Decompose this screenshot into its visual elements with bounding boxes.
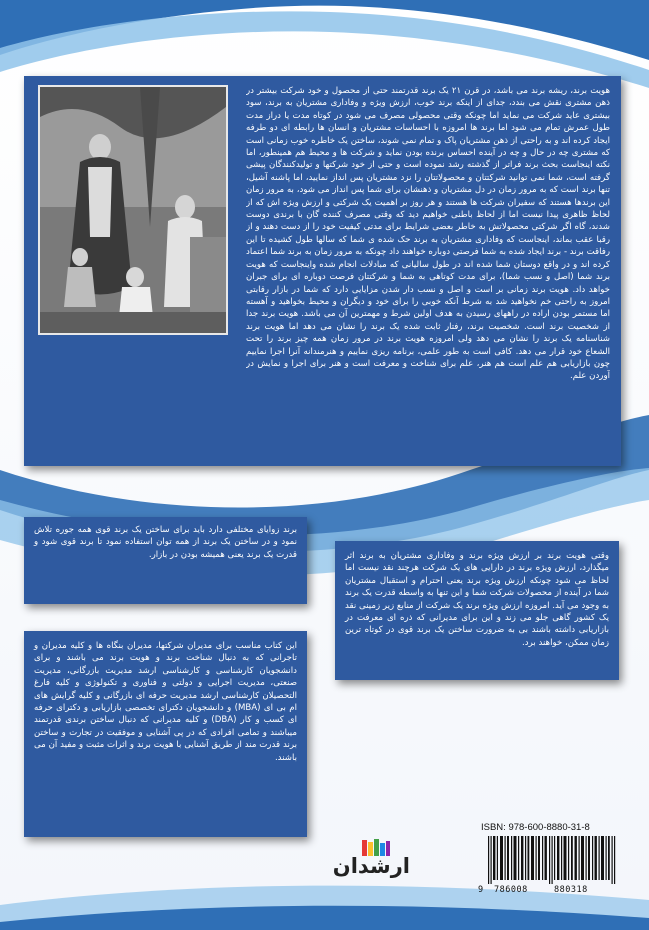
photo-illustration [40, 87, 226, 333]
barcode-bars [484, 836, 620, 884]
publisher-logo [332, 838, 410, 886]
publisher-name: ارشدان [332, 854, 410, 878]
quote-paragraph: برند زوایای مختلفی دارد باید برای ساختن یک برند قوی همه جوره تلاش نمود و در ساختن یک برند از همه توان استفاده نمود تا برند قوی شود و قدرت یک برند یعنی همیشه بودن در بازار. [34, 525, 297, 560]
main-text-panel [24, 76, 621, 466]
vintage-family-photo [38, 85, 228, 335]
barcode-lead-digit: 9 [478, 885, 484, 895]
barcode-group-2: 880318 [554, 885, 588, 895]
brand-equity-panel [335, 541, 619, 680]
isbn-label: ISBN: 978-600-8880-31-8 [481, 822, 590, 833]
quote-panel [24, 517, 307, 604]
brand-equity-paragraph: وقتی هویت برند بر ارزش ویژه برند و وفاداری مشتریان به برند اثر میگذارد، ارزش ویژه برند در دارایی های یک شرکت هرچند نقد نیست اما لحاظ می شود چونکه ارزش ویژه برند یعنی احترام و استقبال مشتریان شما در آینده از محصولات شرکت شما و این تنها به واسطه قدرت یک برند به وجود می آید. امروزه ارزش ویژه برند یک شرکت از منابع زیر زمینی نقد یک کشور گاهی جلو می زند و این برای مدیرانی که ذره ای معرفت در بازاریابی داشته باشند بی به ضرورت ساختن یک برند قوی در کوتاه ترین زمان ممکن، خواهند برد. [345, 551, 609, 648]
barcode-group-1: 786008 [494, 885, 528, 895]
audience-panel [24, 631, 307, 837]
audience-paragraph: این کتاب مناسب برای مدیران شرکتها، مدیران بنگاه ها و کلیه مدیران و تاجرانی که به دنبال شناخت برند و هویت برند می باشند و برای دانشجویان کارشناسی و کارشناسی ارشد مدیریت بازرگانی، مدیریت صنعتی، مدیریت اجرایی و دولتی و فناوری و تکنولوژی و کلیه فارغ التحصیلان کارشناسی ارشد مدیریت حرفه ای بازرگانی و کلیه گرایش های ام بی ای (MBA) و دانشجویان دکترای تخصصی بازاریابی و دکترای حرفه ای کسب و کار (DBA) و کلیه مدیرانی که دنبال ساختن برندی قدرتمند میباشند و تمامی افرادی که در پی آشنایی و موفقیت در تجارت و ساختن برند قدرت مند از طریق آشنایی با هویت برند و اثرات مثبت و مفید آن می باشند. [34, 641, 297, 763]
isbn-barcode [478, 822, 623, 898]
barcode-digits [478, 885, 623, 896]
brand-identity-paragraph: هویت برند، ریشه برند می باشد، در قرن ۲۱ یک برند قدرتمند حتی از محصول و خود شرکت بیشتر در ذهن مشتری نقش می بندد، جدای از اینکه برند خوب، ارزش ویژه و وفاداری مشتریان به برند، سود بیشتری عاید شرکت می نماید اما چونکه وقتی محصولی مصرف می شود در کوتاه مدت یا دراز مدت طول عمرش تمام می شود اما برند ها امروزه با احساسات مشتریان و انسان ها رابطه ای دو طرفه ایجاد کرده اند و به راحتی از ذهن مشتریان پاک و تمام نمی شوند، ساختن یک خاطره خوب زمانی است که مشتری چه در حال و چه در آینده احساس برنده بودن نماید و شرکت ها و محیط هم همینطور، اما نکته اینجاست بحث برند فراتر از گذشته رشد نموده است و حتی از خود شرکتها و تولیدکنندگان پیشی گرفته است، شما نمی توانید شرکتتان و محصولاتتان را نزد مشتریان پس انداز نمایید، اما پاشنه آشیل، تنها برند است که به مرور زمان در دل مشتریان و ذهنشان برای شما پس انداز می شود، به مرور زمان این برندها هستند که سفیران شرکت ها هستند و هر روز بر اهمیت یک شرکتی و ارزش ویژه اش که از لحاظ ظاهری پیدا نیست اما از لحاظ باطنی خواهیم دید که وقتی مصرف کننده گان با برندی دوست شدند، گاه اگر شرکتی محصولاتش به خاطر بعضی شرایط برای مدتی کیفیت خود را از دست دهند و از رقبا عقب بماند، اینجاست که وفاداری مشتریان به برند حک شده ی شما که سالها طول کشیده تا این رفاقت برند - برند ایجاد شده به شما فرصتی دوباره خواهند داد چونکه به مرور زمان به برند شما اعتماد کرده اند و در واقع دوستان شما شده اند در طول سالیانی که مبادلات انجام شده واینجاست که هویت برند شما (اصل و نسب شما)، برای مدت کوتاهی به شما و شرکتتان فرصت دوباره ای برای جبران خواهد داد. هویت برند زمانی بر است و اصل و نسب دار شدن مزایایی دارد که شما در بازار رقابتی امروز به راحتی خم نخواهید شد به شرط آنکه خوبی را برای خود و دیگران و محیط بخواهید و آهسته اما مستمر بودن اراده در راههای رسیدن به هدف اولین شرط و مهمترین آن می باشد. هویت برند جدا از شخصیت برند است. شخصیت برند، رفتار ثابت شده یک برند را نشان می دهد اما هویت برند شناسنامه یک برند را نشان می دهد ولی امروزه هویت برند در مرور زمان همه چیز برند را تحت الشعاع خود قرار می دهد. کافی است به طور علمی، برنامه ریزی نماییم و هنرمندانه آنرا اجرا نماییم چون بازاریابی هم علم است هم هنر، علم برای شناخت و معرفت است و هنر برای اجرا و نمایش در آوردن علم. [246, 86, 610, 382]
